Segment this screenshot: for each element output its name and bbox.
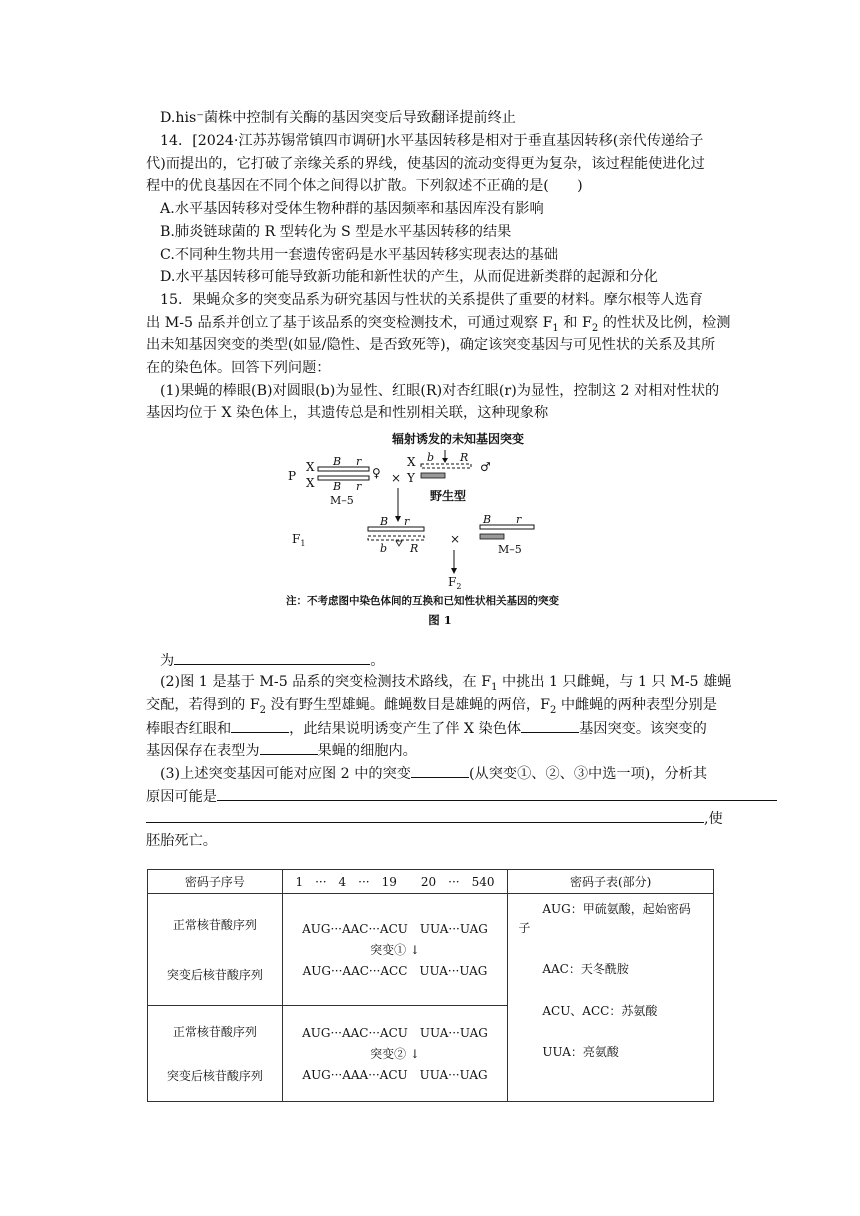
answer-blank-5[interactable] <box>411 763 469 778</box>
seq-normal-2: AUG···AAC···ACU UUA···UAG <box>302 1026 488 1040</box>
option-d-13: D.his⁻菌株中控制有关酶的基因突变后导致翻译提前终止 <box>160 110 516 126</box>
header-codon-index: 密码子序号 <box>148 870 283 894</box>
label-mutant-2: 突变后核苷酸序列 <box>166 1069 263 1083</box>
codon-table <box>147 869 714 1102</box>
seq-mutant-2: AUG···AAA···ACU UUA···UAG <box>302 1068 488 1082</box>
m5-male-gene-r: r <box>516 513 522 526</box>
arrowhead-p-to-f1 <box>395 516 401 522</box>
gene-r-recessive-2: r <box>356 480 362 493</box>
label-f2: $F_2$ <box>448 575 462 591</box>
subquestion-1-line-2: 基因均位于 X 染色体上，其遗传总是和性别相关联，这种现象称 <box>146 405 549 421</box>
cross-symbol-f1: × <box>450 532 461 546</box>
answer-blank-2[interactable] <box>231 718 289 733</box>
label-p: P <box>288 469 297 483</box>
figure-1 <box>280 430 600 628</box>
m5-male-gene-b: B <box>483 513 492 526</box>
gene-r-dominant-male: R <box>460 451 469 464</box>
subquestion-2-line-3: 棒眼杏红眼和 ，此结果说明诱变产生了伴 X 染色体 基因突变。该突变的 <box>146 718 707 739</box>
label-normal-1: 正常核苷酸序列 <box>172 918 257 932</box>
label-mutant-1: 突变后核苷酸序列 <box>166 968 263 982</box>
codon-list <box>508 894 714 1102</box>
codon-aug: AUG：甲硫氨酸，起始密码 <box>542 902 691 916</box>
label-f1: $F_1$ <box>292 532 306 548</box>
chromosome-x-m5-lower <box>318 476 369 480</box>
question-15-line-1: 15．果蝇众多的突变品系为研究基因与性状的关系提供了重要的材料。摩尔根等人选育 <box>160 292 703 308</box>
row-1-labels <box>148 894 283 1006</box>
option-d-14: D.水平基因转移可能导致新功能和新性状的产生，从而促进新类群的起源和分化 <box>160 269 658 285</box>
header-positions: 1 ··· 4 ··· 19 20 ··· 540 <box>282 870 508 894</box>
option-c-14: C.不同种生物共用一套遗传密码是水平基因转移实现表达的基础 <box>160 247 558 263</box>
cross-symbol-p: × <box>391 471 402 485</box>
option-b-14: B.肺炎链球菌的 R 型转化为 S 型是水平基因转移的结果 <box>160 224 512 240</box>
question-15-line-4: 在的染色体。回答下列问题： <box>146 360 331 376</box>
figure-title: 辐射诱发的未知基因突变 <box>392 432 525 446</box>
subquestion-1-answer-line: 为 。 <box>160 650 384 671</box>
chromosome-y-wild <box>421 473 445 478</box>
option-a-14: A.水平基因转移对受体生物种群的基因频率和基因库没有影响 <box>160 201 544 217</box>
subquestion-3-line-3: ,使 <box>146 808 723 829</box>
row-2-labels <box>148 1006 283 1102</box>
answer-blank-3[interactable] <box>521 718 579 733</box>
label-x-male: X <box>407 455 416 469</box>
mutation-2-label: 突变② ↓ <box>370 1047 420 1061</box>
subquestion-2-line-1: (2)图 1 是基于 M-5 品系的突变检测技术路线，在 $F_1$ 中挑出 1 只雌蝇，与 1 只 M-5 雄蝇 <box>160 674 732 693</box>
f1-gene-r-dominant: R <box>410 542 419 555</box>
answer-blank-4[interactable] <box>260 740 318 755</box>
answer-blank-6[interactable] <box>217 786 777 801</box>
label-m5-p: M–5 <box>330 494 354 507</box>
f1-gene-b-recessive: b <box>380 542 388 555</box>
row-1-sequences <box>282 894 508 1006</box>
subquestion-3-line-2: 原因可能是 <box>146 786 777 807</box>
subquestion-3-line-1: (3)上述突变基因可能对应图 2 中的突变 (从突变①、②、③中选一项)，分析其 <box>160 763 707 784</box>
question-15-line-3: 出未知基因突变的类型(如显/隐性、是否致死等)，确定该突变基因与可见性状的关系及其所 <box>146 337 716 353</box>
header-codon-table: 密码子表(部分) <box>508 870 714 894</box>
mutation-1-label: 突变① ↓ <box>370 943 420 957</box>
label-normal-2: 正常核苷酸序列 <box>172 1025 257 1039</box>
f1-gene-b-dominant: B <box>380 515 389 528</box>
gene-r-recessive: r <box>356 455 362 468</box>
answer-blank-7[interactable] <box>146 808 704 823</box>
arrowhead-f1-to-f2 <box>451 568 457 574</box>
label-m5-f1: M–5 <box>498 543 522 556</box>
subquestion-2-line-4: 基因保存在表型为 果蝇的细胞内。 <box>146 740 417 761</box>
codon-aac: AAC：天冬酰胺 <box>542 962 629 977</box>
gene-b-dominant: B <box>333 455 342 468</box>
question-14-line-1: 14．[2024·江苏苏锡常镇四市调研]水平基因转移是相对于垂直基因转移(亲代传递给子 <box>160 133 704 149</box>
chromosome-x-m5-upper <box>318 467 369 471</box>
question-15-line-2: 出 M-5 品系并创立了基于该品系的突变检测技术，可通过观察 $F_1$ 和 $F_2$ 的性状及比例，检测 <box>146 315 731 334</box>
f1-gene-r-recessive: r <box>404 515 410 528</box>
question-14-line-2: 代)而提出的，它打破了亲缘关系的界线，使基因的流动变得更为复杂，该过程能使进化过 <box>146 156 705 172</box>
chromosome-x-wild <box>421 464 471 468</box>
male-symbol: ♂ <box>480 460 491 474</box>
f1-mutation-mark <box>396 541 402 546</box>
seq-normal-1: AUG···AAC···ACU UUA···UAG <box>302 922 488 936</box>
subquestion-3-line-4: 胚胎死亡。 <box>146 833 217 849</box>
f1-female-chromosome-m5 <box>368 527 424 531</box>
gene-b-dominant-2: B <box>333 480 342 493</box>
subquestion-1-line-1: (1)果蝇的棒眼(B)对圆眼(b)为显性、红眼(R)对杏红眼(r)为显性，控制这 2 对相对性状的 <box>160 383 720 399</box>
figure-caption: 图 1 <box>428 613 452 627</box>
label-y-male: Y <box>407 471 415 485</box>
label-x1: X <box>306 460 315 474</box>
female-symbol: ♀ <box>372 466 381 480</box>
label-wild-type: 野生型 <box>430 489 467 503</box>
codon-aug-cont: 子 <box>518 921 531 936</box>
label-x2: X <box>306 476 315 490</box>
question-14-line-3: 程中的优良基因在不同个体之间得以扩散。下列叙述不正确的是( ) <box>146 178 583 194</box>
answer-blank-1[interactable] <box>174 650 370 665</box>
mutation-arrowhead <box>442 458 448 463</box>
m5-male-chromosome-y <box>480 534 504 539</box>
figure-note: 注：不考虑图中染色体间的互换和已知性状相关基因的突变 <box>286 595 559 607</box>
f1-female-chromosome-mutant <box>368 536 424 540</box>
subquestion-2-line-2: 交配，若得到的 $F_2$ 没有野生型雄蝇。雌蝇数目是雄蝇的两倍，$F_2$ 中雌蝇的两种表型分别是 <box>146 697 717 716</box>
row-2-sequences <box>282 1006 508 1102</box>
gene-b-recessive-male: b <box>427 451 435 464</box>
codon-acu-acc: ACU、ACC：苏氨酸 <box>542 1003 658 1018</box>
codon-uua: UUA：亮氨酸 <box>542 1044 619 1059</box>
seq-mutant-1: AUG···AAC···ACC UUA···UAG <box>302 964 488 978</box>
